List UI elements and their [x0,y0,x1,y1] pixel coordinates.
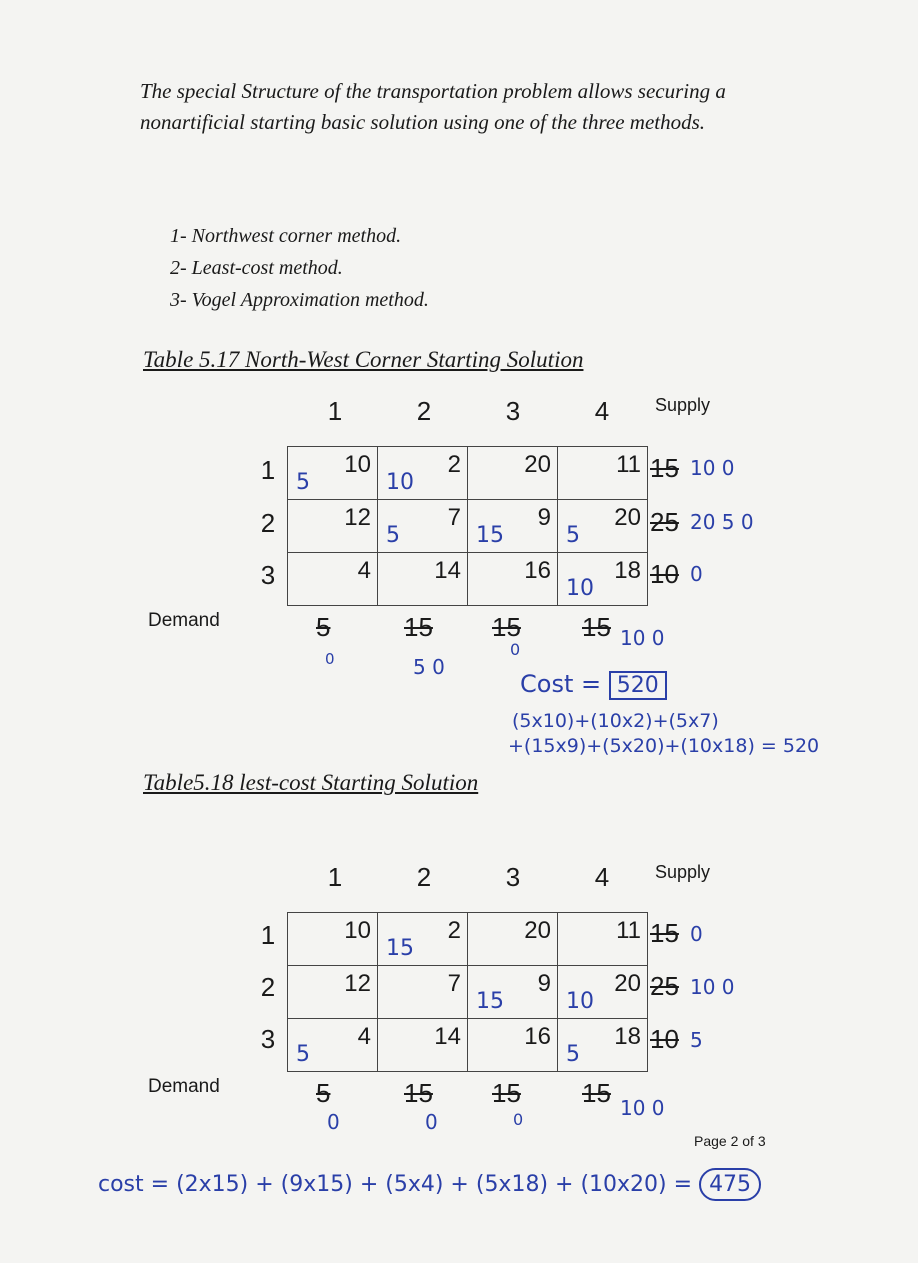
table2-grid [287,912,648,1072]
table2-caption: Table5.18 lest-cost Starting Solution [143,770,479,795]
demand-label: Demand [148,610,220,631]
cost: 11 [616,917,641,944]
cell [378,966,468,1019]
cell [468,553,558,606]
cell [468,500,558,553]
cell [468,1019,558,1072]
supply-value: 25 [650,971,679,1001]
demand-note: 0 [325,650,335,668]
cost: 2 [447,917,461,944]
cost: 7 [447,970,461,997]
col-header: 4 [594,396,610,426]
cell [288,913,378,966]
supply-note: 10 0 [690,456,735,480]
demand-value: 15 [582,1078,611,1108]
allocation: 15 [386,936,414,961]
supply-value: 15 [650,918,679,948]
page-number: Page 2 of 3 [694,1133,766,1149]
method-item: 2- Least-cost method. [170,257,343,279]
cost: 18 [614,557,641,584]
cell [288,966,378,1019]
cost: 12 [344,970,371,997]
supply-note: 10 0 [690,975,735,999]
demand-value: 15 [492,612,521,642]
intro-paragraph: The special Structure of the transportation problem allows securing a nonartificial starting basic solution using one of the three methods. [140,79,726,134]
table2-cost-formula [98,1172,761,1197]
cell [468,913,558,966]
row-header: 1 [260,455,276,485]
demand-value: 5 [316,1078,331,1108]
supply-note: 0 [690,922,703,946]
cell [558,447,648,500]
cell [378,500,468,553]
cell [288,447,378,500]
row-header: 3 [260,1024,276,1054]
cost: 9 [537,970,551,997]
col-header: 3 [505,862,521,892]
cost: 2 [447,451,461,478]
demand-label: Demand [148,1076,220,1097]
cost: 4 [357,557,371,584]
cost-calc-line: (5x10)+(10x2)+(5x7) [512,710,719,732]
allocation: 15 [476,989,504,1014]
table1-caption: Table 5.17 North-West Corner Starting Solution [143,347,584,372]
col-header: 4 [594,862,610,892]
cell [468,966,558,1019]
cost: 20 [614,504,641,531]
cost: 14 [434,1023,461,1050]
supply-value: 10 [650,1024,679,1054]
row-header: 2 [260,508,276,538]
supply-note: 20 5 0 [690,510,754,534]
cell [288,553,378,606]
cost-total-box: 520 [609,671,667,700]
supply-label: Supply [655,395,711,415]
cost: 20 [524,917,551,944]
allocation: 5 [296,1042,310,1067]
demand-value: 15 [492,1078,521,1108]
demand-note: 10 0 [620,626,665,650]
demand-note: 0 [425,1110,438,1134]
cost: 11 [616,451,641,478]
cell [378,447,468,500]
supply-value: 15 [650,453,679,483]
cell [378,553,468,606]
allocation: 10 [566,989,594,1014]
demand-value: 5 [316,612,331,642]
table1-grid [287,446,648,606]
allocation: 10 [566,576,594,601]
cost: 14 [434,557,461,584]
demand-note: 0 [510,640,521,659]
allocation: 5 [566,1042,580,1067]
cost-calc-line: cost = (2x15) + (9x15) + (5x4) + (5x18) + (10x20) = [98,1172,693,1197]
supply-value: 10 [650,559,679,589]
cell [468,447,558,500]
cost: 16 [524,1023,551,1050]
row-header: 3 [260,560,276,590]
demand-note: 0 [327,1110,340,1134]
cost: 16 [524,557,551,584]
cost: 7 [447,504,461,531]
col-header: 2 [416,862,432,892]
cost: 9 [537,504,551,531]
cost: 10 [344,917,371,944]
col-header: 3 [505,396,521,426]
cost: 18 [614,1023,641,1050]
cell [558,553,648,606]
supply-note: 5 [690,1028,703,1052]
demand-value: 15 [582,612,611,642]
cell [288,1019,378,1072]
demand-value: 15 [404,612,433,642]
allocation: 10 [386,470,414,495]
cell [558,1019,648,1072]
col-header: 1 [327,862,343,892]
cell [288,500,378,553]
row-header: 2 [260,972,276,1002]
demand-note: 10 0 [620,1096,665,1120]
allocation: 5 [296,470,310,495]
method-item: 3- Vogel Approximation method. [170,289,429,311]
supply-note: 0 [690,562,703,586]
cell [558,500,648,553]
cost: 20 [524,451,551,478]
cell [558,913,648,966]
cell [378,913,468,966]
demand-value: 15 [404,1078,433,1108]
cost: 10 [344,451,371,478]
cost: 20 [614,970,641,997]
cost-calc-line: +(15x9)+(5x20)+(10x18) = 520 [508,735,820,757]
allocation: 15 [476,523,504,548]
cell [378,1019,468,1072]
cost-total-circle: 475 [699,1168,761,1201]
supply-label: Supply [655,862,711,882]
cost: 12 [344,504,371,531]
row-header: 1 [260,920,276,950]
demand-note: 5 0 [413,655,445,679]
method-item: 1- Northwest corner method. [170,225,402,247]
allocation: 5 [386,523,400,548]
cost: 4 [357,1023,371,1050]
cost-formula [520,670,667,698]
demand-note: 0 [513,1110,524,1129]
allocation: 5 [566,523,580,548]
methods-list [170,220,429,316]
cost-label: Cost = [520,670,602,698]
cell [558,966,648,1019]
supply-value: 25 [650,507,679,537]
col-header: 2 [416,396,432,426]
col-header: 1 [327,396,343,426]
